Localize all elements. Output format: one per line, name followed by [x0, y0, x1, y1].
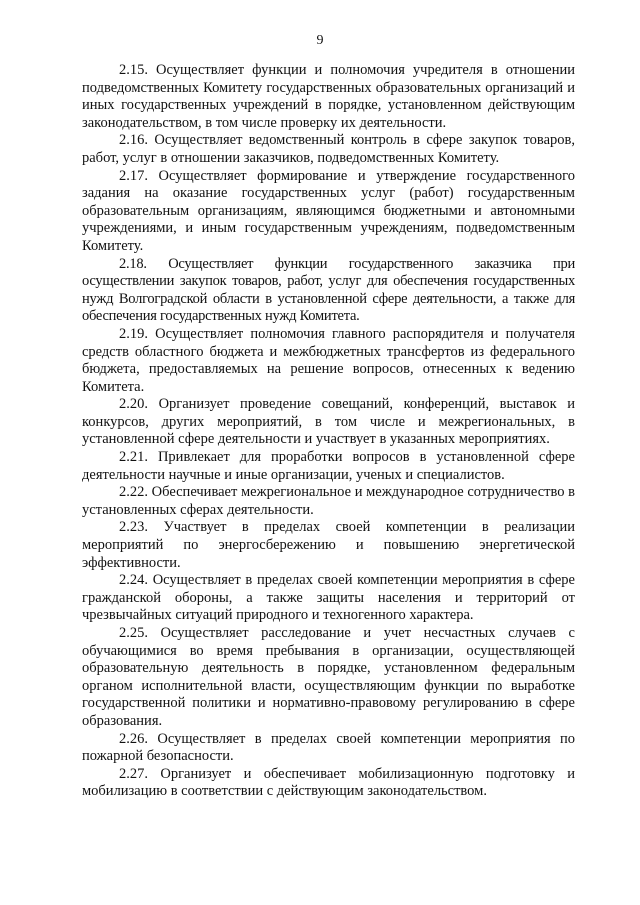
clause-2-18: 2.18. Осуществляет функции государственного заказчика при осуществлении закупок товаров, работ, услуг для обеспечения государственных нужд Волгоградской области в установленной сфере деятельности, а также для обеспечения государственных нужд Комитета. — [82, 255, 575, 325]
clause-2-15: 2.15. Осуществляет функции и полномочия учредителя в отношении подведомственных Комитету государственных образовательных организаций и иных государственных учреждений в порядке, установленном действующим законодательством, в том числе проверку их деятельности. — [82, 62, 575, 131]
clause-2-20: 2.20. Организует проведение совещаний, конференций, выставок и конкурсов, других мероприятий, в том числе и межрегиональных, в установленной сфере деятельности и участвует в указанных мероприятиях. — [82, 396, 575, 448]
clause-2-24: 2.24. Осуществляет в пределах своей компетенции мероприятия в сфере гражданской обороны, а также защиты населения и территорий от чрезвычайных ситуаций природного и техногенного характера. — [82, 572, 575, 624]
document-body — [82, 62, 575, 801]
clause-2-22: 2.22. Обеспечивает межрегиональное и международное сотрудничество в установленных сферах деятельности. — [82, 484, 575, 518]
clause-2-21: 2.21. Привлекает для проработки вопросов в установленной сфере деятельности научные и иные организации, ученых и специалистов. — [82, 449, 575, 483]
clause-2-17: 2.17. Осуществляет формирование и утверждение государственного задания на оказание государственных услуг (работ) государственным образовательным организациям, являющимся бюджетными и автономными учреждениями, и иным государственным учреждениям, подведомственным Комитету. — [82, 167, 575, 254]
clause-2-16: 2.16. Осуществляет ведомственный контроль в сфере закупок товаров, работ, услуг в отношении заказчиков, подведомственных Комитету. — [82, 132, 575, 166]
clause-2-25: 2.25. Осуществляет расследование и учет несчастных случаев с обучающимися во время пребывания в организации, осуществляющей образовательную деятельность в порядке, установленном федеральным органом исполнительной власти, осуществляющим функции по выработке государственной политики и нормативно-правовому регулированию в сфере образования. — [82, 625, 575, 729]
clause-2-23: 2.23. Участвует в пределах своей компетенции в реализации мероприятий по энергосбережению и повышению энергетической эффективности. — [82, 519, 575, 571]
clause-2-27: 2.27. Организует и обеспечивает мобилизационную подготовку и мобилизацию в соответствии с действующим законодательством. — [82, 765, 575, 800]
page-number: 9 — [316, 33, 324, 48]
clause-2-26: 2.26. Осуществляет в пределах своей компетенции мероприятия по пожарной безопасности. — [82, 730, 575, 765]
clause-2-19: 2.19. Осуществляет полномочия главного распорядителя и получателя средств областного бюджета и межбюджетных трансфертов из федерального бюджета, предоставляемых на решение вопросов, отнесенных к ведению Комитета. — [82, 325, 575, 395]
